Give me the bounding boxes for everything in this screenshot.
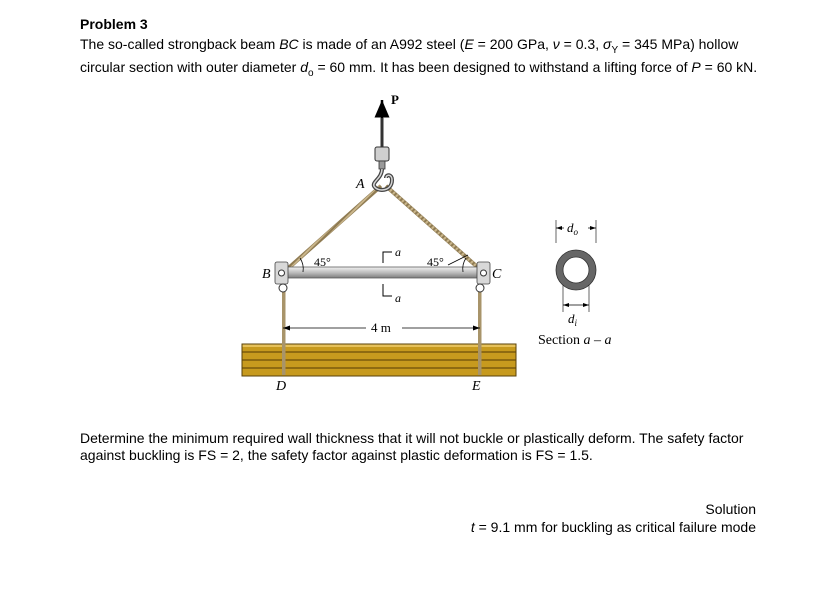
solution-heading: Solution: [705, 501, 756, 517]
problem-statement: The so-called strongback beam BC is made of an A992 steel (E = 200 GPa, ν = 0.3, $\sigma_Y = 345$ MPa) hollow circular section with outer diameter $d_o = 60$ mm. It has been designed to withstand a lifting force of P = 60 kN.: [80, 36, 758, 79]
crane-hook: [374, 100, 392, 190]
label-do: $d_o$: [567, 220, 578, 237]
label-angle-right: 45°: [427, 255, 444, 269]
solution-answer: t = 9.1 mm for buckling as critical failure mode: [470, 519, 756, 535]
task-statement: Determine the minimum required wall thickness that it will not buckle or plastically deform. The safety factor against buckling is FS = 2, the safety factor against plastic deformation is FS = 1.5.: [80, 430, 744, 463]
label-e: E: [472, 379, 481, 394]
label-d: D: [276, 379, 287, 394]
label-angle-left: 45°: [314, 255, 331, 269]
label-di: $d_i$: [568, 311, 578, 328]
label-span: 4 m: [371, 320, 391, 335]
label-p: P: [391, 92, 399, 107]
label-section-a-bottom: a: [395, 291, 401, 305]
label-c: C: [492, 267, 502, 282]
problem-title: Problem 3: [80, 16, 148, 32]
section-caption: Section a – a: [538, 333, 612, 348]
label-a-point: A: [356, 177, 365, 192]
solution-block: [471, 500, 756, 536]
label-section-a-top: a: [395, 245, 401, 259]
label-b: B: [262, 267, 271, 282]
